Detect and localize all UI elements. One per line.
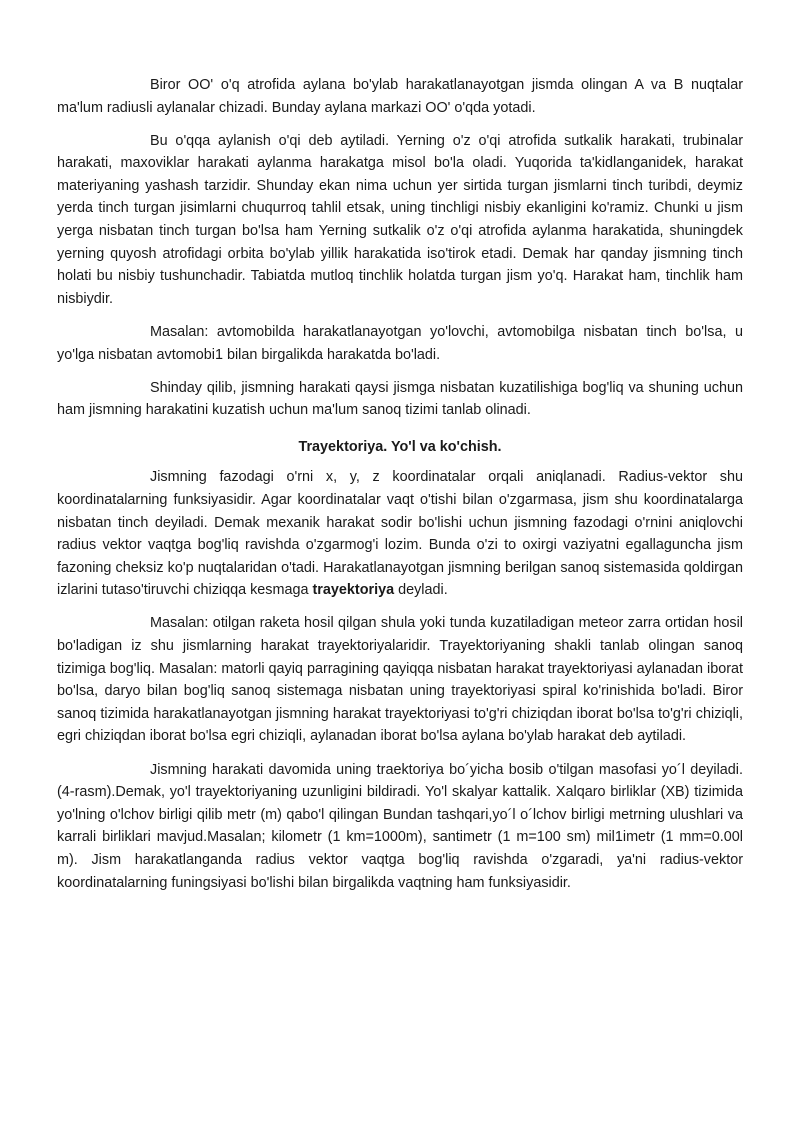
paragraph-trajectory-examples: Masalan: otilgan raketa hosil qilgan shula yoki tunda kuzatiladigan meteor zarra ortidan hosil bo'ladigan iz shu jismlarning harakat trayektoriyalaridir. Trayektoriyaning shakli tanlab olingan sanoq tizimiga bog'liq. Masalan: matorli qayiq parragining qayiqqa nisbatan harakat trayektoriyasi aylanadan iborat bo'lsa, daryo bilan bog'liq sanoq sistemaga nisbatan uning trayektoriyasi spiral ko'rinishida bo'ladi. Biror sanoq tizimida harakatlanayotgan jismning harakat trayektoriyasi to'g'ri chiziqdan iborat bo'lsa to'g'ri chiziqli, egri chiziqdan iborat bo'lsa egri chiziqli, aylanadan iborat bo'lsa aylana bo'ylab harakat deb aytiladi. [57,615,743,745]
paragraph-rotation-points: Biror OO' o'q atrofida aylana bo'ylab harakatlanayotgan jismda olingan A va B nuqtalar ma'lum radiusli aylanalar chizadi. Bunday aylana markazi OO' o'qda yotadi. [57,77,743,116]
section-heading: Trayektoriya. Yo'l va ko'chish. [298,438,502,455]
paragraph-path-definition: Jismning harakati davomida uning traektoriya bo´yicha bosib o'tilgan masofasi yo´l deyiladi. (4-rasm).Demak, yo'l trayektoriyaning uzunligini bildiradi. Yo'l skalyar kattalik. Xalqaro birliklar (XB) tizimida yo'lning o'lchov birligi qilib metr (m) qabo'l qilingan Bundan tashqari,yo´l o´lchov birligi metrning ulushlari va karrali birliklari mavjud.Masalan; kilometr (1 km=1000m), santimetr (1 m=100 sm) mil1imetr (1 mm=0.00l m). Jism harakatlanganda radius vektor vaqtga bog'liq ravishda o'zgaradi, ya'ni radius-vektor koordinatalarning funingsiyasi bo'lishi bilan birgalikda vaqtning ham funksiyasidir. [57,761,743,891]
trajectory-text-before: Jismning fazodagi o'rni x, y, z koordinatalar orqali aniqlanadi. Radius-vektor shu koordinatalarning funksiyasidir. Agar koordinatalar vaqt o'tishi bilan o'zgarmasa, jism shu koordinatalarga nisbatan tinch deyiladi. Demak mexanik harakat sodir bo'lishi uchun jismning fazodagi o'rnini aniqlovchi radius vektor vaqtga bog'liq ravishda o'zgarmog'i lozim. Bunda o'zi to oxirgi vaziyatni egallaguncha jism fazoning cheksiz ko'p nuqtalaridan o'tadi. Harakatlanayotgan jismning berilgan sanoq sistemasida qoldirgan izlarini tutaso'tiruvchi chiziqqa kesmaga [57,469,743,599]
trajectory-text-after: deyladi. [394,582,448,599]
paragraph-reference-system: Shinday qilib, jismning harakati qaysi jismga nisbatan kuzatilishiga bog'liq va shuning uchun ham jismning harakatini kuzatish uchun ma'lum sanoq tizimi tanlab olinadi. [57,379,743,419]
trajectory-term: trayektoriya [312,582,395,599]
paragraph-passenger-example: Masalan: avtomobilda harakatlanayotgan yo'lovchi, avtomobilga nisbatan tinch bo'lsa, u yo'lga nisbatan avtomobi1 bilan birgalikda harakatda bo'ladi. [57,323,743,363]
document-page [57,74,743,905]
paragraph-rotation-axis: Bu o'qqa aylanish o'qi deb aytiladi. Yerning o'z o'qi atrofida sutkalik harakati, trubinalar harakati, maxoviklar harakati aylanma harakatga misol bo'la oladi. Yuqorida ta'kidlanganidek, harakat materiyaning yashash tarzidir. Shunday ekan nima uchun yer sirtida turgan jismlarni tinch turibdi, deymiz yerda tinch turgan jisimlarni chuqurroq tahlil etsak, uning tinchligi nisbiy ekanligini ko'ramiz. Chunki u jism yerga nisbatan tinch turgan bo'lsa ham Yerning sutkalik o'z o'qi atrofida aylanma harakatida, shuningdek yerning quyosh atrofidagi orbita bo'ylab yillik harakatida iso'tirok etadi. Demak har qanday jismning tinch holati bu nisbiy tushunchadir. Tabiatda mutloq tinchlik holatda turgan jism yo'q. Harakat ham, tinchlik ham nisbiydir. [57,132,743,307]
paragraph-trajectory-definition [57,466,743,602]
